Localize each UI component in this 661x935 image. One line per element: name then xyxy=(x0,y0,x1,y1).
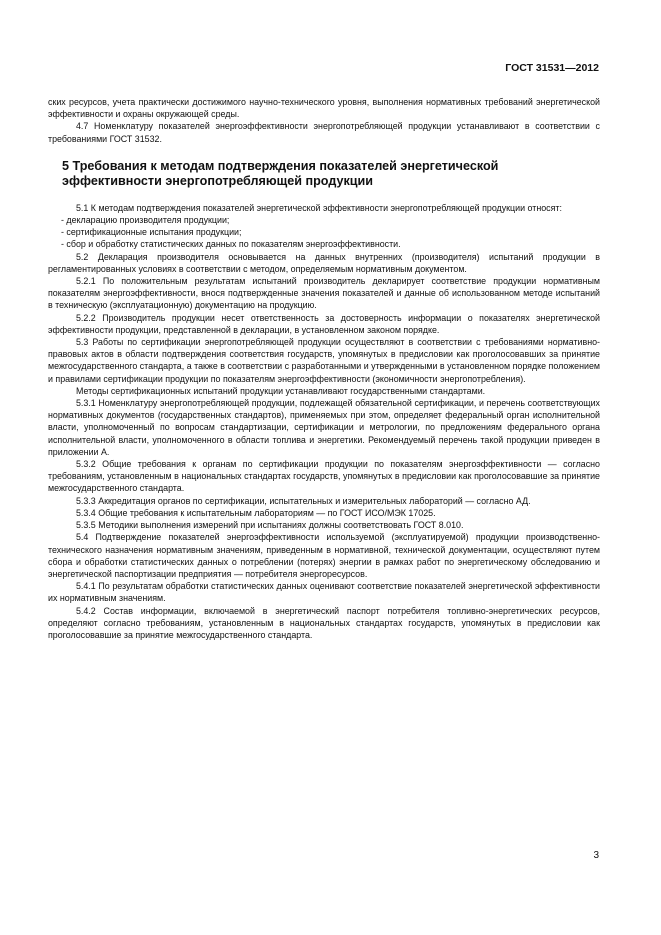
paragraph-5-2-2: 5.2.2 Производитель продукции несет ответственность за достоверность информации о показателях энергетической эффективности продукции, представленной в декларации, в установленном законом порядке. xyxy=(48,312,600,335)
paragraph-5-4-2: 5.4.2 Состав информации, включаемой в энергетический паспорт потребителя топливно-энергетических ресурсов, определяют согласно требованиям, установленным в национальных стандартах государств, упомянутых в предисловии как проголосовавшие за принятие межгосударственного стандарта. xyxy=(48,605,600,640)
paragraph-5-3: 5.3 Работы по сертификации энергопотребляющей продукции осуществляют в соответствии с требованиями нормативно-правовых актов в области подтверждения соответствия государств, упомянутых в предисловии как проголосовавших за принятие межгосударственного стандарта, а также в соответствии с разработанными и утвержденными в установленном порядке положением и правилами сертификации продукции по показателям энергоэффективности (экономичности энергопотребления). xyxy=(48,337,600,384)
intro-paragraph-continued: ских ресурсов, учета практически достижимого научно-технического уровня, выполнения нормативных требований энергетической эффективности и охраны окружающей среды. xyxy=(48,97,600,120)
section-title: 5 Требования к методам подтверждения показателей энергетической эффективности энергопотребляющей продукции xyxy=(62,158,499,189)
paragraph-5-3-5: 5.3.5 Методики выполнения измерений при испытаниях должны соответствовать ГОСТ 8.010. xyxy=(76,520,464,531)
paragraph-methods: Методы сертификационных испытаний продукции устанавливают государственными стандартами. xyxy=(76,385,486,396)
paragraph-5-4: 5.4 Подтверждение показателей энергоэффективности используемой (эксплуатируемой) продукции производственно-технического назначения нормативным значениям, приведенным в нормативной, технической документации, осуществляют путем сбора и обработки статистических данных о потреблении (потерях) энергии в рамках работ по энергетическому обследованию и энергетической паспортизации предприятия — потребителя энергоресурсов. xyxy=(48,532,600,579)
paragraph-5-2: 5.2 Декларация производителя основывается на данных внутренних (производителя) испытаний продукции в регламентированных условиях в соответствии с методом, определяемым нормативным документом. xyxy=(48,251,600,274)
standard-designation: ГОСТ 31531—2012 xyxy=(505,62,599,74)
paragraph-5-3-3: 5.3.3 Аккредитация органов по сертификации, испытательных и измерительных лабораторий — согласно АД. xyxy=(76,495,531,506)
document-body xyxy=(48,96,600,641)
paragraph-5-3-2: 5.3.2 Общие требования к органам по сертификации продукции по показателям энергоэффективности — согласно требованиям, установленным в национальных стандартах государств, упомянутых в предисловии как проголосовавшие за принятие межгосударственного стандарта. xyxy=(48,459,600,494)
paragraph-5-3-4: 5.3.4 Общие требования к испытательным лабораториям — по ГОСТ ИСО/МЭК 17025. xyxy=(76,507,436,518)
page-number: 3 xyxy=(593,850,599,861)
paragraph-5-1: 5.1 К методам подтверждения показателей энергетической эффективности энергопотребляющей продукции относят: xyxy=(76,202,562,213)
paragraph-4-7: 4.7 Номенклатуру показателей энергоэффективности энергопотребляющей продукции устанавливают в соответствии с требованиями ГОСТ 31532. xyxy=(48,121,600,144)
list-item: - сертификационные испытания продукции; xyxy=(61,227,242,238)
list-item: - декларацию производителя продукции; xyxy=(61,215,230,226)
paragraph-5-2-1: 5.2.1 По положительным результатам испытаний производитель декларирует соответствие продукции нормативным показателям энергоэффективности, внося подтвержденные значения показателей и данные об использованном методе испытаний в техническую (эксплуатационную) документацию на продукцию. xyxy=(48,276,600,311)
paragraph-5-4-1: 5.4.1 По результатам обработки статистических данных оценивают соответствие показателей энергетической эффективности их нормативным значениям. xyxy=(48,581,600,604)
paragraph-5-3-1: 5.3.1 Номенклатуру энергопотребляющей продукции, подлежащей обязательной сертификации, и перечень соответствующих нормативных документов (государственных стандартов), применяемых при этом, определяет федеральный орган исполнительной власти, уполномоченный по вопросам стандартизации, сертификации и метрологии, по предложениям федерального органа исполнительной власти, уполномоченного в области топлива и энергетики. Рекомендуемый перечень такой продукции приведен в приложении А. xyxy=(48,398,600,457)
list-item: - сбор и обработку статистических данных по показателям энергоэффективности. xyxy=(61,239,401,250)
